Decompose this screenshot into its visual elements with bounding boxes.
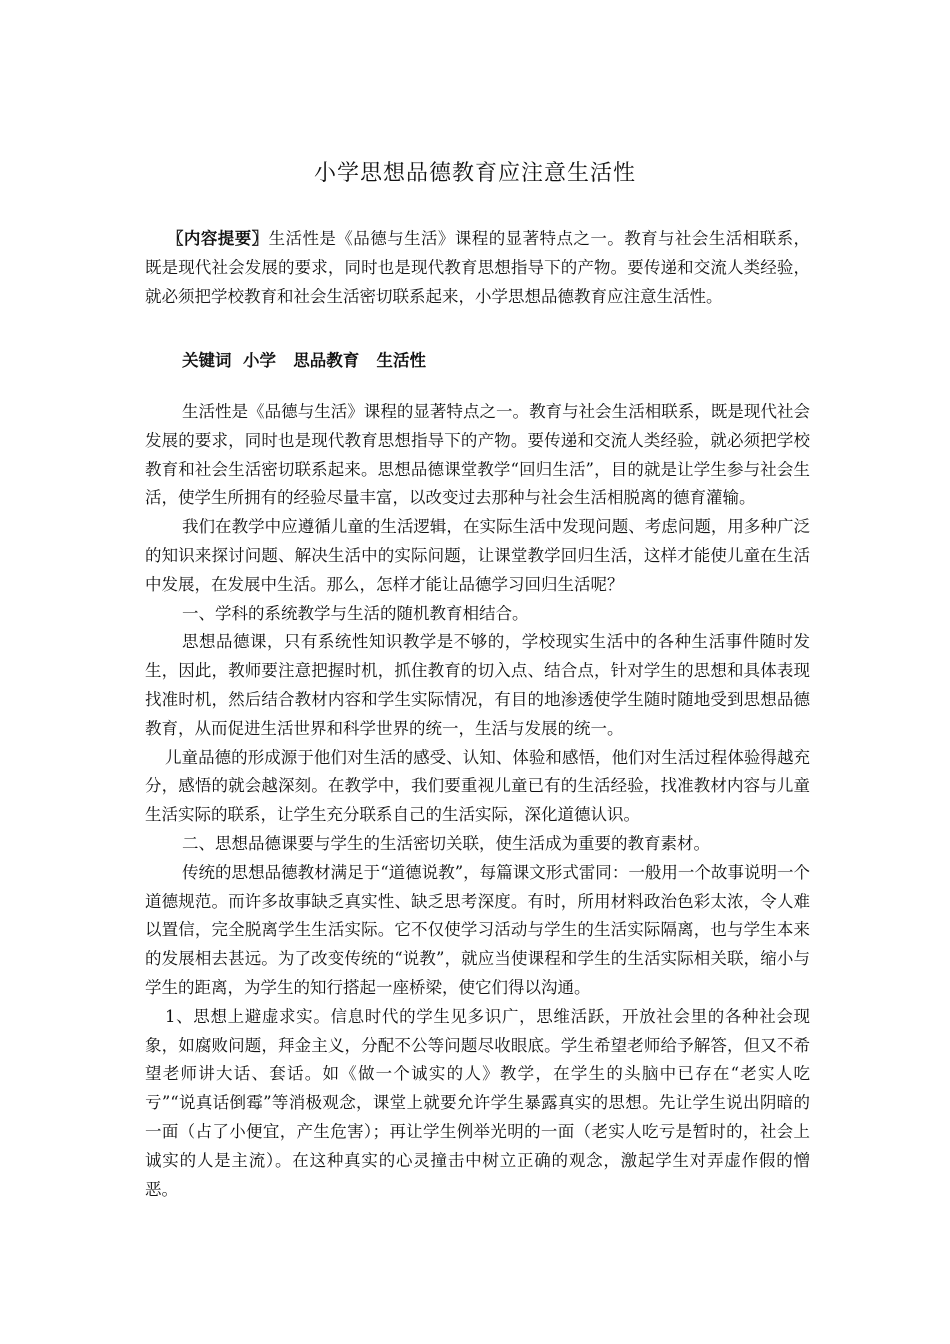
abstract-paragraph — [145, 225, 810, 311]
paragraph-3: 思想品德课，只有系统性知识教学是不够的，学校现实生活中的各种生活事件随时发生，因此，教师要注意把握时机，抓住教育的切入点、结合点，针对学生的思想和具体表现找准时机，然后结合教材内容和学生实际情况，有目的地渗透使学生随时随地受到思想品德教育，从而促进生活世界和科学世界的统一，生活与发展的统一。 — [145, 632, 810, 738]
paragraph-6: 1、思想上避虚求实。信息时代的学生见多识广，思维活跃，开放社会里的各种社会现象，如腐败问题，拜金主义，分配不公等问题尽收眼底。学生希望老师给予解答，但又不希望老师讲大话、套话。如《做一个诚实的人》教学，在学生的头脑中已存在“老实人吃亏”“说真话倒霉”等消极观念，课堂上就要允许学生暴露真实的思想。先让学生说出阴暗的一面（占了小便宜，产生危害）；再让学生例举光明的一面（老实人吃亏是暂时的，社会上诚实的人是主流）。在这种真实的心灵撞击中树立正确的观念，激起学生对弄虚作假的憎恶。 — [145, 1006, 810, 1199]
page-title: 小学思想品德教育应注意生活性 — [313, 161, 636, 186]
keywords: 关键词 小学 思品教育 生活性 — [182, 351, 426, 370]
section-heading-1: 一、学科的系统教学与生活的随机教育相结合。 — [182, 603, 529, 623]
paragraph-5: 传统的思想品德教材满足于“道德说教”，每篇课文形式雷同：一般用一个故事说明一个道德规范。而许多故事缺乏真实性、缺乏思考深度。有时，所用材料政治色彩太浓，令人难以置信，完全脱离学生生活实际。它不仅使学习活动与学生的生活实际隔离，也与学生本来的发展相去甚远。为了改变传统的“说教”，就应当使课程和学生的生活实际相关联，缩小与学生的距离，为学生的知行搭起一座桥梁，使它们得以沟通。 — [145, 862, 810, 997]
paragraph-1: 生活性是《品德与生活》课程的显著特点之一。教育与社会生活相联系，既是现代社会发展的要求，同时也是现代教育思想指导下的产物。要传递和交流人类经验，就必须把学校教育和社会生活密切联系起来。思想品德课堂教学“回归生活”，目的就是让学生参与社会生活，使学生所拥有的经验尽量丰富，以改变过去那种与社会生活相脱离的德育灌输。 — [145, 402, 810, 508]
section-heading-2: 二、思想品德课要与学生的生活密切关联，使生活成为重要的教育素材。 — [182, 833, 710, 853]
paragraph-2: 我们在教学中应遵循儿童的生活逻辑，在实际生活中发现问题、考虑问题，用多种广泛的知识来探讨问题、解决生活中的实际问题，让课堂教学回归生活，这样才能使儿童在生活中发展，在发展中生活。那么，怎样才能让品德学习回归生活呢？ — [145, 517, 810, 594]
paragraph-4: 儿童品德的形成源于他们对生活的感受、认知、体验和感悟，他们对生活过程体验得越充分，感悟的就会越深刻。在教学中，我们要重视儿童已有的生活经验，找准教材内容与儿童生活实际的联系，让学生充分联系自己的生活实际，深化道德认识。 — [145, 747, 810, 825]
body-text — [145, 398, 810, 1204]
abstract-label: 〖内容提要〗 — [167, 229, 269, 248]
abstract — [145, 225, 810, 311]
abstract-text: 生活性是《品德与生活》课程的显著特点之一。教育与社会生活相联系，既是现代社会发展的要求，同时也是现代教育思想指导下的产物。要传递和交流人类经验，就必须把学校教育和社会生活密切联系起来，小学思想品德教育应注意生活性。 — [145, 229, 811, 306]
